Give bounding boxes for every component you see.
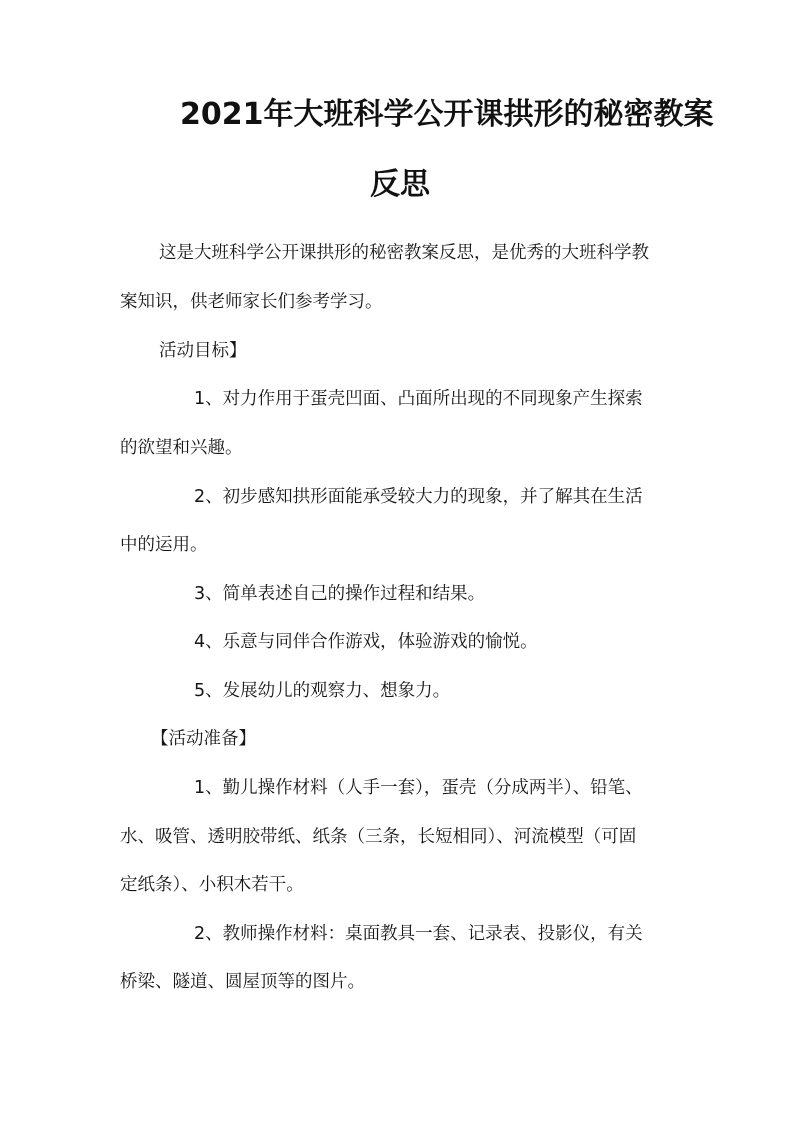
- preparation-item-1-line-2: 水、吸管、透明胶带纸、纸条（三条，长短相同）、河流模型（可固: [120, 827, 637, 847]
- goal-item-4: 4、乐意与同伴合作游戏，体验游戏的愉悦。: [194, 632, 538, 652]
- document-title-continued: 反思: [370, 167, 430, 202]
- goal-item-2-line-1: 2、初步感知拱形面能承受较大力的现象，并了解其在生活: [194, 487, 643, 507]
- goals-heading: 活动目标】: [159, 341, 247, 361]
- document-title: 2021年大班科学公开课拱形的秘密教案: [180, 97, 714, 132]
- goal-item-2-line-2: 中的运用。: [120, 535, 208, 555]
- goal-item-1-line-2: 的欲望和兴趣。: [120, 438, 243, 458]
- preparation-heading: 【活动准备】: [151, 729, 256, 749]
- preparation-item-2-line-2: 桥梁、隧道、圆屋顶等的图片。: [120, 972, 365, 992]
- goal-item-1-line-1: 1、对力作用于蛋壳凹面、凸面所出现的不同现象产生探索: [194, 389, 643, 409]
- preparation-item-1-line-1: 1、勤儿操作材料（人手一套），蛋壳（分成两半）、铅笔、: [194, 778, 643, 798]
- goal-item-5: 5、发展幼儿的观察力、想象力。: [194, 681, 451, 701]
- intro-paragraph-line-1: 这是大班科学公开课拱形的秘密教案反思，是优秀的大班科学教: [159, 243, 649, 263]
- intro-paragraph-line-2: 案知识，供老师家长们参考学习。: [120, 292, 383, 312]
- goal-item-3: 3、简单表述自己的操作过程和结果。: [194, 584, 486, 604]
- preparation-item-2-line-1: 2、教师操作材料：桌面教具一套、记录表、投影仪，有关: [194, 924, 643, 944]
- preparation-item-1-line-3: 定纸条）、小积木若干。: [120, 875, 304, 895]
